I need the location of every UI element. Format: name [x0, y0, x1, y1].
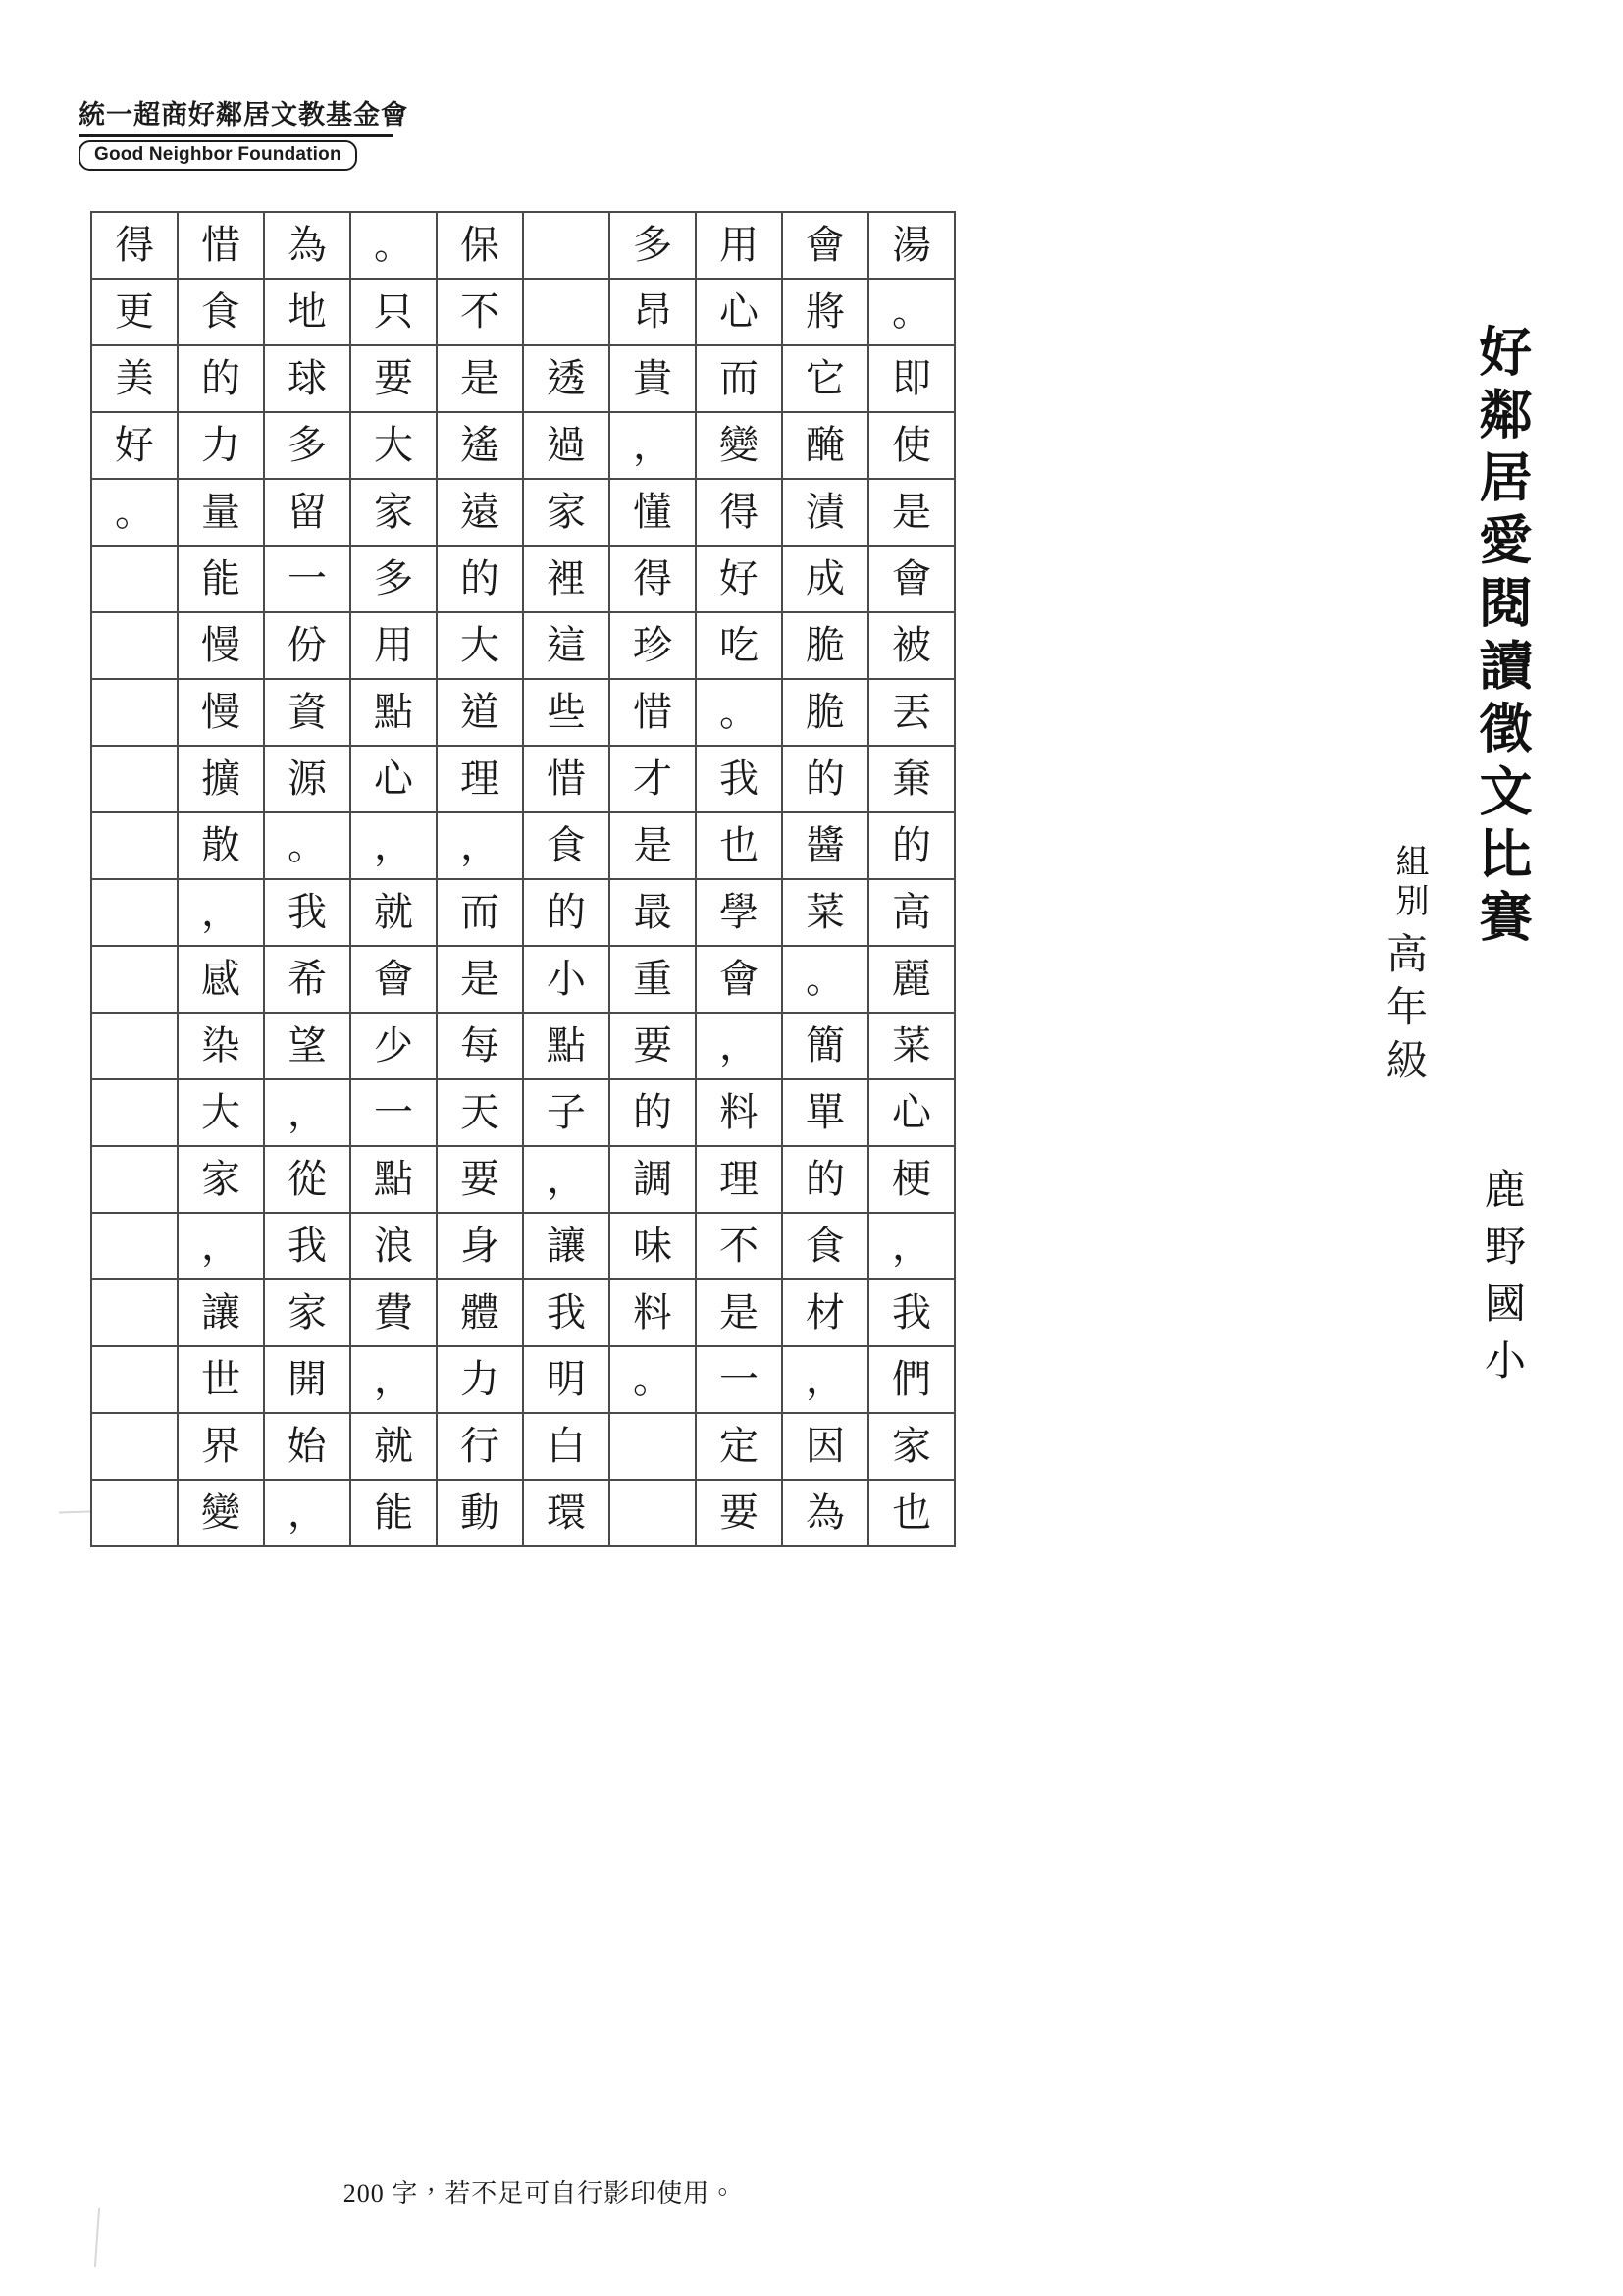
manuscript-cell: 才	[609, 746, 696, 812]
logo-english-name: Good Neighbor Foundation	[94, 144, 341, 165]
title-area	[1205, 324, 1539, 1894]
manuscript-cell: 食	[523, 812, 609, 879]
manuscript-row	[91, 1146, 955, 1213]
manuscript-cell: 力	[178, 412, 264, 479]
manuscript-cell: 變	[696, 412, 782, 479]
manuscript-cell: 能	[178, 546, 264, 612]
manuscript-cell: 的	[782, 746, 868, 812]
manuscript-cell: 的	[868, 812, 955, 879]
manuscript-cell: 梗	[868, 1146, 955, 1213]
manuscript-cell: 的	[782, 1146, 868, 1213]
manuscript-cell: ，	[782, 1346, 868, 1413]
manuscript-cell: 醃	[782, 412, 868, 479]
manuscript-cell: 會	[868, 546, 955, 612]
manuscript-cell: 要	[437, 1146, 523, 1213]
manuscript-cell: 我	[523, 1279, 609, 1346]
manuscript-cell: 一	[350, 1079, 437, 1146]
manuscript-cell: 多	[609, 212, 696, 279]
manuscript-row	[91, 1480, 955, 1546]
manuscript-cell: 動	[437, 1480, 523, 1546]
manuscript-cell: 要	[696, 1480, 782, 1546]
manuscript-row	[91, 1079, 955, 1146]
manuscript-cell: 是	[609, 812, 696, 879]
manuscript-cell: 小	[523, 946, 609, 1013]
manuscript-cell: 點	[350, 679, 437, 746]
manuscript-cell: 使	[868, 412, 955, 479]
manuscript-cell: 開	[264, 1346, 350, 1413]
manuscript-cell: 為	[264, 212, 350, 279]
manuscript-cell: 們	[868, 1346, 955, 1413]
manuscript-cell: 家	[178, 1146, 264, 1213]
manuscript-cell: ，	[868, 1213, 955, 1279]
manuscript-cell	[523, 279, 609, 345]
manuscript-cell: ，	[178, 879, 264, 946]
manuscript-cell: 惜	[609, 679, 696, 746]
manuscript-cell: 。	[868, 279, 955, 345]
manuscript-cell: 得	[609, 546, 696, 612]
manuscript-cell: 丟	[868, 679, 955, 746]
manuscript-cell: ，	[437, 812, 523, 879]
scan-artifact-left	[59, 1510, 90, 1513]
manuscript-cell: 心	[696, 279, 782, 345]
manuscript-cell: 力	[437, 1346, 523, 1413]
manuscript-row	[91, 345, 955, 412]
manuscript-cell: 得	[91, 212, 178, 279]
manuscript-grid	[90, 211, 956, 1547]
manuscript-row	[91, 679, 955, 746]
school-name: 鹿野國小	[1479, 1168, 1524, 1395]
manuscript-cell: ，	[523, 1146, 609, 1213]
manuscript-cell: 簡	[782, 1013, 868, 1079]
manuscript-cell: 即	[868, 345, 955, 412]
manuscript-row	[91, 1213, 955, 1279]
manuscript-cell: 會	[696, 946, 782, 1013]
manuscript-cell: 天	[437, 1079, 523, 1146]
manuscript-cell: 體	[437, 1279, 523, 1346]
manuscript-cell	[91, 612, 178, 679]
manuscript-cell: 也	[868, 1480, 955, 1546]
manuscript-row	[91, 946, 955, 1013]
manuscript-cell: 的	[437, 546, 523, 612]
manuscript-cell: 慢	[178, 612, 264, 679]
manuscript-cell: 學	[696, 879, 782, 946]
manuscript-cell: 不	[437, 279, 523, 345]
manuscript-cell: 要	[350, 345, 437, 412]
manuscript-cell: 身	[437, 1213, 523, 1279]
manuscript-cell: ，	[609, 412, 696, 479]
manuscript-cell: 脆	[782, 612, 868, 679]
manuscript-cell: 每	[437, 1013, 523, 1079]
manuscript-cell: 是	[437, 946, 523, 1013]
manuscript-cell: 份	[264, 612, 350, 679]
manuscript-cell: 遙	[437, 412, 523, 479]
manuscript-cell: 惜	[523, 746, 609, 812]
manuscript-cell: 就	[350, 1413, 437, 1480]
manuscript-cell: 好	[696, 546, 782, 612]
manuscript-cell: 的	[178, 345, 264, 412]
manuscript-cell	[91, 1079, 178, 1146]
manuscript-cell: 醬	[782, 812, 868, 879]
manuscript-cell: 懂	[609, 479, 696, 546]
manuscript-cell	[91, 1480, 178, 1546]
manuscript-cell: 的	[523, 879, 609, 946]
manuscript-cell: 家	[868, 1413, 955, 1480]
manuscript-row	[91, 479, 955, 546]
manuscript-cell: 更	[91, 279, 178, 345]
manuscript-cell	[91, 1013, 178, 1079]
manuscript-cell: 資	[264, 679, 350, 746]
manuscript-cell	[91, 1146, 178, 1213]
manuscript-cell: 是	[437, 345, 523, 412]
manuscript-cell: 環	[523, 1480, 609, 1546]
manuscript-cell: 菜	[868, 1013, 955, 1079]
manuscript-cell: 就	[350, 879, 437, 946]
manuscript-cell: 大	[350, 412, 437, 479]
manuscript-cell: 世	[178, 1346, 264, 1413]
manuscript-cell: 珍	[609, 612, 696, 679]
manuscript-cell: 昂	[609, 279, 696, 345]
manuscript-cell: ，	[350, 1346, 437, 1413]
manuscript-cell: 浪	[350, 1213, 437, 1279]
manuscript-cell	[91, 1346, 178, 1413]
manuscript-cell: 過	[523, 412, 609, 479]
manuscript-cell: 惜	[178, 212, 264, 279]
manuscript-cell: 大	[437, 612, 523, 679]
manuscript-cell	[609, 1413, 696, 1480]
manuscript-cell: 少	[350, 1013, 437, 1079]
manuscript-cell: 因	[782, 1413, 868, 1480]
manuscript-cell: 染	[178, 1013, 264, 1079]
manuscript-cell: 感	[178, 946, 264, 1013]
manuscript-row	[91, 546, 955, 612]
manuscript-cell: 一	[264, 546, 350, 612]
manuscript-cell: 心	[350, 746, 437, 812]
manuscript-cell: 能	[350, 1480, 437, 1546]
manuscript-cell: 好	[91, 412, 178, 479]
manuscript-cell: 我	[868, 1279, 955, 1346]
manuscript-cell: 我	[696, 746, 782, 812]
manuscript-cell: 是	[868, 479, 955, 546]
manuscript-cell: 脆	[782, 679, 868, 746]
manuscript-cell	[609, 1480, 696, 1546]
manuscript-cell: 。	[696, 679, 782, 746]
manuscript-cell: 讓	[523, 1213, 609, 1279]
manuscript-cell: 將	[782, 279, 868, 345]
manuscript-cell: 明	[523, 1346, 609, 1413]
manuscript-cell: 慢	[178, 679, 264, 746]
manuscript-cell: 單	[782, 1079, 868, 1146]
manuscript-cell: 美	[91, 345, 178, 412]
group-label: 組別:	[1390, 844, 1427, 965]
manuscript-row	[91, 879, 955, 946]
manuscript-cell: 量	[178, 479, 264, 546]
manuscript-cell: 望	[264, 1013, 350, 1079]
manuscript-row	[91, 1013, 955, 1079]
manuscript-cell: 要	[609, 1013, 696, 1079]
manuscript-cell: 料	[696, 1079, 782, 1146]
manuscript-cell: 漬	[782, 479, 868, 546]
manuscript-cell: 味	[609, 1213, 696, 1279]
scan-artifact-bottom	[94, 2208, 100, 2267]
manuscript-cell: 球	[264, 345, 350, 412]
manuscript-cell: ，	[178, 1213, 264, 1279]
manuscript-cell: 吃	[696, 612, 782, 679]
manuscript-cell: 源	[264, 746, 350, 812]
manuscript-cell: 只	[350, 279, 437, 345]
manuscript-row	[91, 412, 955, 479]
manuscript-cell: 希	[264, 946, 350, 1013]
manuscript-cell: 變	[178, 1480, 264, 1546]
manuscript-cell: 裡	[523, 546, 609, 612]
manuscript-cell: 麗	[868, 946, 955, 1013]
manuscript-cell: 貴	[609, 345, 696, 412]
manuscript-cell	[91, 746, 178, 812]
manuscript-cell: 行	[437, 1413, 523, 1480]
manuscript-cell: 地	[264, 279, 350, 345]
manuscript-cell: 家	[350, 479, 437, 546]
manuscript-cell: 會	[350, 946, 437, 1013]
manuscript-cell: 擴	[178, 746, 264, 812]
manuscript-cell: 。	[782, 946, 868, 1013]
manuscript-cell: 理	[437, 746, 523, 812]
manuscript-cell	[91, 879, 178, 946]
group-value: 高年級	[1381, 932, 1426, 1091]
manuscript-cell: 透	[523, 345, 609, 412]
manuscript-table	[90, 211, 956, 1547]
manuscript-cell: 而	[696, 345, 782, 412]
manuscript-cell: 界	[178, 1413, 264, 1480]
manuscript-cell: 是	[696, 1279, 782, 1346]
manuscript-row	[91, 279, 955, 345]
manuscript-cell: 留	[264, 479, 350, 546]
word-count-note: 200 字，若不足可自行影印使用。	[342, 2179, 737, 2208]
manuscript-cell: 保	[437, 212, 523, 279]
manuscript-cell: 不	[696, 1213, 782, 1279]
manuscript-cell: 它	[782, 345, 868, 412]
manuscript-cell: 家	[523, 479, 609, 546]
manuscript-cell: 用	[350, 612, 437, 679]
manuscript-cell	[91, 546, 178, 612]
manuscript-cell: 這	[523, 612, 609, 679]
manuscript-cell: ，	[264, 1480, 350, 1546]
manuscript-cell: 料	[609, 1279, 696, 1346]
manuscript-cell: 大	[178, 1079, 264, 1146]
manuscript-cell: 會	[782, 212, 868, 279]
manuscript-cell: 。	[609, 1346, 696, 1413]
manuscript-cell: 心	[868, 1079, 955, 1146]
manuscript-cell: ，	[350, 812, 437, 879]
manuscript-cell: 湯	[868, 212, 955, 279]
manuscript-cell: ，	[696, 1013, 782, 1079]
logo-divider	[79, 134, 393, 137]
contest-title: 好鄰居愛閱讀徵文比賽	[1472, 324, 1531, 952]
logo-english-badge	[79, 140, 357, 171]
manuscript-cell: 食	[178, 279, 264, 345]
manuscript-cell	[91, 1213, 178, 1279]
manuscript-row	[91, 1279, 955, 1346]
manuscript-cell: 高	[868, 879, 955, 946]
manuscript-cell: 而	[437, 879, 523, 946]
manuscript-cell: ，	[264, 1079, 350, 1146]
manuscript-cell: 一	[696, 1346, 782, 1413]
manuscript-cell: 得	[696, 479, 782, 546]
manuscript-cell: 。	[91, 479, 178, 546]
manuscript-row	[91, 812, 955, 879]
manuscript-cell	[91, 1413, 178, 1480]
manuscript-cell: 為	[782, 1480, 868, 1546]
manuscript-cell: 多	[264, 412, 350, 479]
manuscript-cell: 的	[609, 1079, 696, 1146]
manuscript-cell: 家	[264, 1279, 350, 1346]
manuscript-cell: 散	[178, 812, 264, 879]
manuscript-cell: 遠	[437, 479, 523, 546]
foundation-logo	[79, 93, 412, 171]
logo-chinese-name: 統一超商好鄰居文教基金會	[79, 100, 408, 130]
manuscript-cell: 費	[350, 1279, 437, 1346]
manuscript-cell: 白	[523, 1413, 609, 1480]
manuscript-cell: 我	[264, 879, 350, 946]
manuscript-cell: 材	[782, 1279, 868, 1346]
manuscript-cell: 食	[782, 1213, 868, 1279]
manuscript-cell	[523, 212, 609, 279]
manuscript-row	[91, 746, 955, 812]
manuscript-cell: 子	[523, 1079, 609, 1146]
manuscript-cell: 讓	[178, 1279, 264, 1346]
manuscript-cell: 多	[350, 546, 437, 612]
manuscript-cell: 調	[609, 1146, 696, 1213]
manuscript-cell: 最	[609, 879, 696, 946]
manuscript-cell: 成	[782, 546, 868, 612]
manuscript-cell: 。	[264, 812, 350, 879]
manuscript-cell: 我	[264, 1213, 350, 1279]
manuscript-cell: 棄	[868, 746, 955, 812]
manuscript-cell	[91, 1279, 178, 1346]
manuscript-cell: 定	[696, 1413, 782, 1480]
manuscript-cell: 被	[868, 612, 955, 679]
manuscript-cell: 菜	[782, 879, 868, 946]
manuscript-cell: 道	[437, 679, 523, 746]
manuscript-cell: 始	[264, 1413, 350, 1480]
manuscript-cell: 點	[350, 1146, 437, 1213]
manuscript-cell	[91, 812, 178, 879]
manuscript-cell: 理	[696, 1146, 782, 1213]
manuscript-row	[91, 1346, 955, 1413]
manuscript-cell	[91, 946, 178, 1013]
manuscript-cell: 。	[350, 212, 437, 279]
manuscript-cell: 點	[523, 1013, 609, 1079]
manuscript-cell: 用	[696, 212, 782, 279]
manuscript-row	[91, 612, 955, 679]
manuscript-cell: 些	[523, 679, 609, 746]
manuscript-cell: 從	[264, 1146, 350, 1213]
manuscript-cell	[91, 679, 178, 746]
manuscript-row	[91, 1413, 955, 1480]
manuscript-cell: 重	[609, 946, 696, 1013]
manuscript-row	[91, 212, 955, 279]
manuscript-cell: 也	[696, 812, 782, 879]
